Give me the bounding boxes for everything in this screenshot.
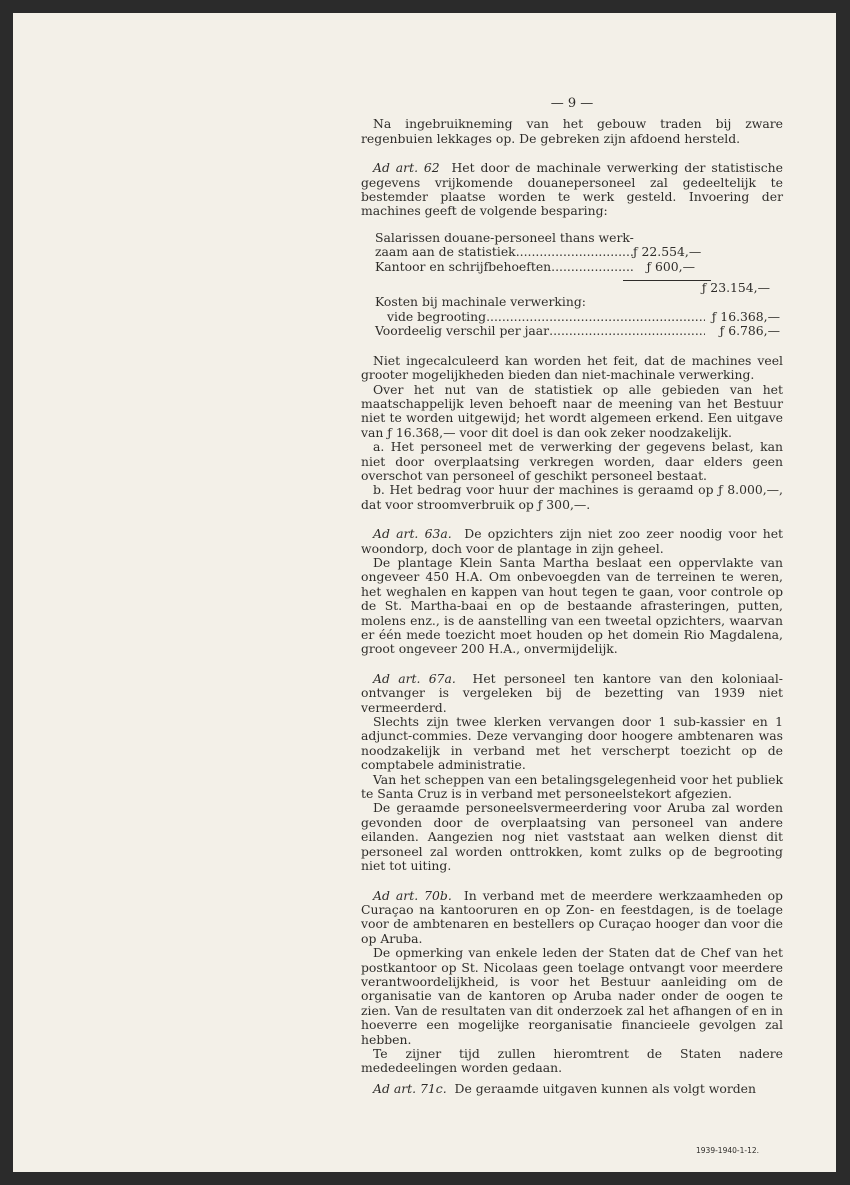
art63a-heading: Ad art. 63a. [373,526,452,542]
art67a-text: Het personeel ten kantore van den koloniaal- ontvanger is vergeleken bij de bezetting van 1939 niet vermeerderd. [361,670,783,715]
print-code: 1939-1940-1-12. [696,1146,759,1155]
page-number: — 9 — [550,96,594,111]
table-row [375,245,783,259]
table-row [375,310,783,324]
paragraph: De opmerking van enkele leden der Staten dat de Chef van het postkantoor op St. Nicolaas geen toelage ontvangt voor meerdere verantwoordelijkheid, is voor het Bestuur aanleiding om de organisatie van de kantoren op Aruba nader onder de oogen te zien. Van de resultaten van dit onderzoek zal het afhangen of en in hoeverre een mogelijke reorganisatie financieele gevolgen zal hebben. [361,945,783,1047]
intro-paragraph: Na ingebruikneming van het gebouw traden bij zware regenbuien lekkages op. De gebreken zijn afdoend hersteld. [361,116,783,146]
art71c-text: De geraamde uitgaven kunnen als volgt worden [454,1080,756,1096]
paragraph: Slechts zijn twee klerken vervangen door 1 sub-kassier en 1 adjunct-commies. Deze vervanging door hoogere ambtenaren was noodzakelijk in verband met het verscherpt toezicht op de comptabele administratie. [361,714,783,773]
paragraph: De plantage Klein Santa Martha beslaat een oppervlakte van ongeveer 450 H.A. Om onbevoegden van de terreinen te weren, het weghalen en kappen van hout tegen te gaan, voor controle op de St. Martha-baai en op de bestaande afrasteringen, putten, molens enz., is de aanstelling van een tweetal opzichters, waarvan er één mede toezicht moet houden op het domein Rio Magdalena, groot ongeveer 200 H.A., onvermijdelijk. [361,554,783,657]
art62-heading: Ad art. 62 [373,160,440,176]
table-label: Kosten bij machinale verwerking: [375,294,586,310]
table-row [375,281,783,295]
document-page [13,13,836,1172]
art70b-paragraph [361,889,783,947]
page-content [361,97,783,1096]
table-label: Kantoor en schrijfbehoeften [375,258,552,274]
paragraph: Te zijner tijd zullen hieromtrent de Staten nadere mededeelingen worden gedaan. [361,1045,783,1076]
art70b-text: In verband met de meerdere werkzaamheden op Curaçao na kantooruren en op Zon- en feestdagen, is de toelage voor de ambtenaren en bestellers op Curaçao hooger dan voor die op Aruba. [361,887,783,946]
paragraph: De geraamde personeelsvermeerdering voor Aruba zal worden gevonden door de overplaatsing van personeel van andere eilanden. Aangezien nog niet vaststaat aan welken dienst dit personeel zal worden onttrokken, komt zulks op de begrooting niet tot uiting. [361,800,783,874]
table-label: vide begrooting [387,308,487,324]
art67a-paragraph [361,672,783,715]
art62-paragraph [361,161,783,219]
art71c-paragraph [361,1082,783,1096]
savings-table [375,231,783,339]
table-row [375,231,783,245]
paragraph: Over het nut van de statistiek op alle gebieden van het maatschappelijk leven behoeft naar de meening van het Bestuur niet te worden uitgewijd; het wordt algemeen erkend. Een uitgave van ƒ 16.368,— voor dit doel is dan ook zeker noodzakelijk. [361,381,783,440]
table-row [375,295,783,309]
table-row [375,324,783,338]
table-label: Salarissen douane-personeel thans werk- [375,229,634,245]
art67a-heading: Ad art. 67a. [373,670,456,686]
art70b-heading: Ad art. 70b. [373,887,452,903]
art62-text: Het door de machinale verwerking der statistische gegevens vrijkomende douanepersoneel zal gedeeltelijk te bestemder plaatse worden te werk gesteld. Invoering der machines geeft de volgende besparing: [361,160,783,219]
table-amount: ƒ 600,— [646,258,695,274]
table-row [375,260,783,274]
table-amount: ƒ 23.154,— [701,280,770,296]
table-amount: ƒ 22.554,— [633,244,702,260]
table-label: zaam aan de statistiek [375,244,516,260]
table-amount: ƒ 6.786,— [719,323,780,339]
paragraph: a. Het personeel met de verwerking der gegevens belast, kan niet door overplaatsing verkregen worden, daar elders geen overschot van personeel of geschikt personeel bestaat. [361,439,783,483]
art63a-paragraph [361,527,783,556]
paragraph: Van het scheppen van een betalingsgelegenheid voor het publiek te Santa Cruz is in verband met personeelstekort afgezien. [361,771,783,802]
table-label: Voordeelig verschil per jaar [375,323,550,339]
art71c-heading: Ad art. 71c. [373,1080,447,1096]
paragraph: Niet ingecalculeerd kan worden het feit, dat de machines veel grooter mogelijkheden bieden dan niet-machinale verwerking. [361,352,783,383]
table-amount: ƒ 16.368,— [711,308,780,324]
art63a-text: De opzichters zijn niet zoo zeer noodig voor het woondorp, doch voor de plantage in zijn geheel. [361,526,784,556]
paragraph: b. Het bedrag voor huur der machines is geraamd op ƒ 8.000,—, dat voor stroomverbruik op ƒ 300,—. [361,482,783,512]
